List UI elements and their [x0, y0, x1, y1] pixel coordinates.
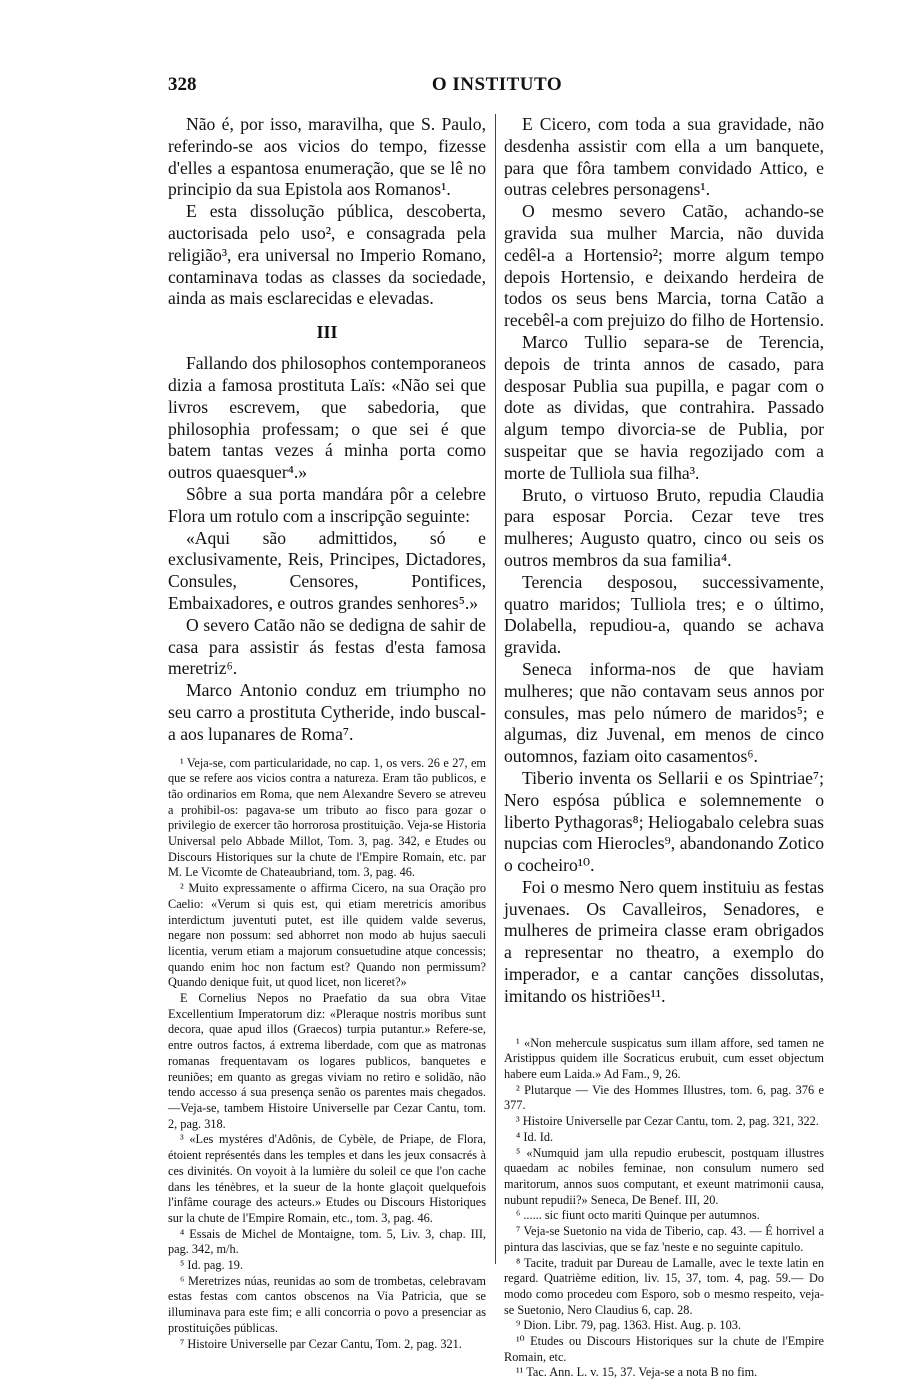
footnote: ⁴ Id. Id. — [516, 1129, 554, 1144]
paragraph: Sôbre a sua porta mandára pôr a celebre Flora um rotulo com a inscripção seguinte: — [168, 483, 486, 526]
page-number: 328 — [168, 74, 197, 95]
paragraph: Foi o mesmo Nero quem instituiu as festas juvenaes. Os Cavalleiros, Senadores, e mulheres de primeira classe eram obrigados a representar no theatro, a exemplo do imperador, e a cantar canções dissolutas, imitando os histriões¹¹. — [504, 876, 824, 1006]
paragraph: E Cicero, com toda a sua gravidade, não desdenha assistir com ella a um banquete, para que fôra tambem convidado Attico, e outras celebres personagens¹. — [504, 114, 824, 200]
page-header — [168, 74, 826, 98]
footnote: ¹ Veja-se, com particularidade, no cap. 1, os vers. 26 e 27, em que se refere aos vicios contra a natureza. Eram tão publicos, e tão ordinarios em Roma, que nem Alexandre Severo se atreveu a prohibil-os: pagava-se um tributo ao fisco para gozar o privilegio de exercer tão horrorosa prostituição. Veja-se Historia Universal pelo Abbade Millot, Tom. 3, pag. 342, e Etudes ou Discours Historiques sur la chute de l'Empire Romain, etc. par M. Le Vicomte de Chateaubriand, tom. 3, pag. 46. — [168, 755, 486, 880]
footnote: ¹ «Non mehercule suspicatus sum illam affore, sed tamen ne Aristippus quidem ille Socraticus erubuit, cum esset objectum habere eum Laida.» Ad Fam., 9, 26. — [504, 1035, 824, 1082]
right-body-text — [504, 114, 824, 1008]
footnote: ² Muito expressamente o affirma Cicero, na sua Oração pro Caelio: «Verum si quis est, qui etiam meretricis amoribus interdictum juventuti putet, est ille quidem valde severus, negare non possum: sed abhorret non modo ab hujus saeculi licentia, verum etiam a majorum consuetudine atque concessis; quando enim hoc non factum est? Quando non permissum? Quando denique fuit, ut quod licet, non liceret?» — [168, 881, 486, 990]
paragraph: Tiberio inventa os Sellarii e os Spintriae⁷; Nero espósa pública e solemnemente o liberto Pythagoras⁸; Heliogabalo celebra suas nupcias com Hierocles⁹, abandonando Zotico o cocheiro¹⁰. — [504, 767, 824, 876]
footnote: ⁷ Histoire Universelle par Cezar Cantu, Tom. 2, pag. 321. — [180, 1336, 462, 1351]
paragraph: Fallando dos philosophos contemporaneos dizia a famosa prostituta Laïs: «Não sei que livros escrevem, que sabedoria, que philosophia professam; o que sei é que batem tantas vezes á minha porta como outros quaesquer⁴.» — [168, 353, 486, 483]
footnote: ⁶ Meretrizes núas, reunidas ao som de trombetas, celebravam estas festas com cantos obscenos na Via Patricia, que se illuminava para este fim; e alli concorria o povo a presenciar as prostituições públicas. — [168, 1273, 486, 1335]
column-divider — [495, 114, 496, 1264]
paragraph: Bruto, o virtuoso Bruto, repudia Claudia para esposar Porcia. Cezar teve tres mulheres; Augusto quatro, cinco ou seis os outros membros da sua familia⁴. — [504, 484, 824, 570]
footnote: ⁵ «Numquid jam ulla repudio erubescit, postquam illustres quaedam ac nobiles feminae, non consulum numero sed maritorum, annos suos computant, et exeunt matrimonii causa, nubunt repudii?» Seneca, De Benef. III, 20. — [504, 1145, 824, 1207]
footnote: ¹¹ Tac. Ann. L. v. 15, 37. Veja-se a nota B no fim. — [516, 1365, 758, 1380]
footnote: ³ Histoire Universelle par Cezar Cantu, tom. 2, pag. 321, 322. — [516, 1114, 819, 1129]
paragraph: Marco Antonio conduz em triumpho no seu carro a prostituta Cytheride, indo buscal-a aos lupanares de Roma⁷. — [168, 680, 486, 744]
paragraph: O severo Catão não se dedigna de sahir de casa para assistir ás festas d'esta famosa meretriz⁶. — [168, 614, 486, 679]
footnote: ⁹ Dion. Libr. 79, pag. 1363. Hist. Aug. p. 103. — [516, 1318, 741, 1333]
paragraph: Terencia desposou, successivamente, quatro maridos; Tulliola tres; e o último, Dolabella, repudiou-a, quando se achava gravida. — [504, 571, 824, 658]
page-title: O INSTITUTO — [431, 74, 563, 95]
paragraph: Seneca informa-nos de que haviam mulheres; que não contavam seus annos por consules, mas pelo número de maridos⁵; e algumas, diz Juvenal, em menos de cinco outomnos, faziam oito casamentos⁶. — [504, 658, 824, 767]
footnote: ⁷ Veja-se Suetonio na vida de Tiberio, cap. 43. — É horrivel a pintura das lascivias, que se faz 'neste e no seguinte capitulo. — [504, 1224, 824, 1254]
paragraph: Marco Tullio separa-se de Terencia, depois de trinta annos de casado, para desposar Publia sua pupilla, e pagar com o dote as dividas, que contrahira. Passado algum tempo divorcia-se de Publia, por suspeitar que se havia regozijado com a morte de Tulliola sua filha³. — [504, 331, 824, 483]
footnote: ³ «Les mystéres d'Adônis, de Cybèle, de Priape, de Flora, étoient représentés dans les temples et dans les jeux consacrés à ces divinités. On voyoit à la lumière du soleil ce que l'on cache dans les ténèbres, et la sueur de la honte glaçoit quelquefois l'infâme courage des acteurs.» Etudes ou Discours Historiques sur la chute de l'Empire Romain, etc., tom. 3, pag. 46. — [168, 1132, 486, 1225]
paragraph: «Aqui são admittidos, só e exclusivamente, Reis, Principes, Dictadores, Consules, Censores, Pontifices, Embaixadores, e outros grandes senhores⁵.» — [168, 527, 486, 613]
left-body-text — [168, 114, 486, 746]
section-heading: III — [316, 322, 338, 343]
footnote: ² Plutarque — Vie des Hommes Illustres, tom. 6, pag. 376 e 377. — [504, 1082, 824, 1113]
footnote: ¹⁰ Etudes ou Discours Historiques sur la chute de l'Empire Romain, etc. — [504, 1334, 824, 1364]
right-footnotes — [504, 1036, 824, 1381]
right-column — [504, 114, 824, 1381]
paragraph: O mesmo severo Catão, achando-se gravida sua mulher Marcia, não duvida cedêl-a a Hortensio²; morre algum tempo depois Hortensio, e deixando herdeira de todos os seus bens Marcia, torna Catão a recebêl-a com prejuizo do filho de Hortensio. — [504, 201, 824, 331]
paragraph: Não é, por isso, maravilha, que S. Paulo, referindo-se aos vicios do tempo, fizesse d'elles a espantosa enumeração, que se lê no principio da sua Epistola aos Romanos¹. — [168, 114, 486, 200]
footnote: ⁶ ...... sic fiunt octo mariti Quinque per autumnos. — [516, 1208, 760, 1223]
paragraph: E esta dissolução pública, descoberta, auctorisada pelo uso², e consagrada pela religião³, era universal no Imperio Romano, contaminava todas as classes da sociedade, ainda as mais esclarecidas e elevadas. — [168, 201, 486, 309]
left-column — [168, 114, 486, 1352]
footnote: ⁸ Tacite, traduit par Dureau de Lamalle, avec le texte latin en regard. Quatrième edition, liv. 15, 37, tom. 4, pag. 59.— Do modo como procedeu com Esporo, sob o mesmo respeito, veja-se Suetonio, Nero Claudius 6, cap. 28. — [504, 1255, 824, 1317]
footnote: ⁵ Id. pag. 19. — [180, 1258, 244, 1273]
left-footnotes — [168, 756, 486, 1353]
footnote: ⁴ Essais de Michel de Montaigne, tom. 5, Liv. 3, chap. III, pag. 342, m/h. — [168, 1226, 486, 1257]
footnote: E Cornelius Nepos no Praefatio da sua obra Vitae Excellentium Imperatorum diz: «Pleraque nostris moribus sunt decora, quae apud illos (Graecos) turpia putantur.» Refere-se, entre outros factos, á extrema liberdade, com que as matronas romanas frequentavam os logares publicos, banquetes e reuniões; em quanto as gregas viviam no retiro e solidão, não tendo accesso á sua presença senão os parentes mais chegados.—Veja-se, tambem Histoire Universelle par Cezar Cantu, tom. 2, pag. 318. — [168, 991, 486, 1131]
